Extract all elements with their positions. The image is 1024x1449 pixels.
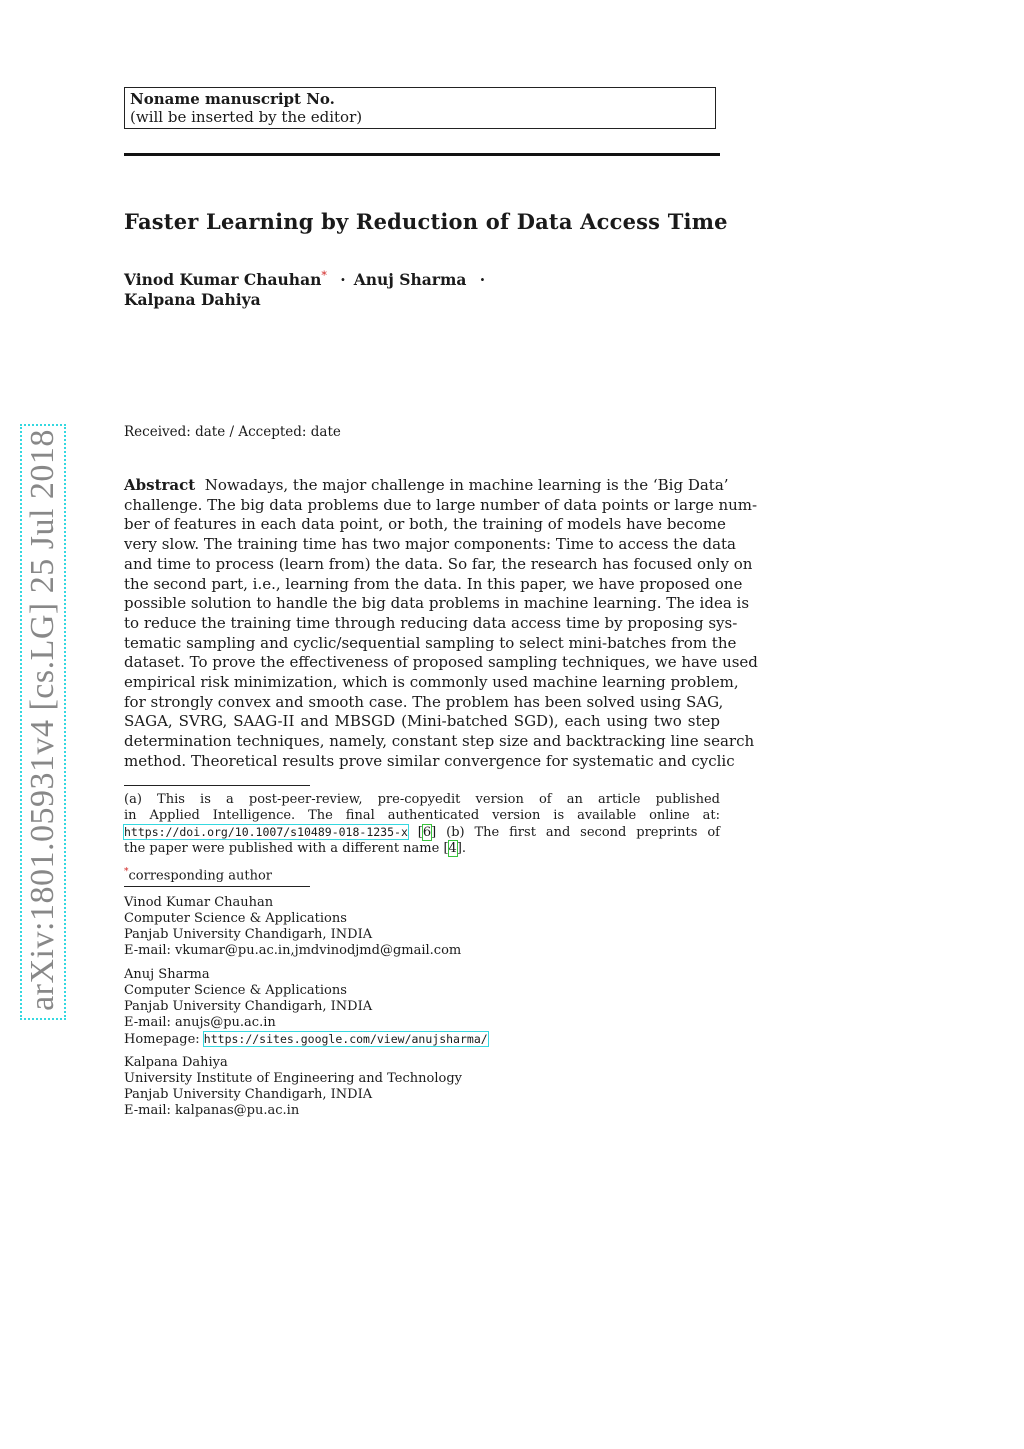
- footnote-line: https://doi.org/10.1007/s10489-018-1235-x [6] (b) The first and second preprints of: [124, 825, 720, 840]
- footnote-line: (a) This is a post-peer-review, pre-copyedit version of an article published: [124, 792, 720, 807]
- affiliation-block: [124, 967, 488, 1048]
- footnote-line: the paper were published with a different name [4].: [124, 841, 467, 856]
- affiliation-name: Vinod Kumar Chauhan: [124, 895, 274, 910]
- abstract-line: empirical risk minimization, which is commonly used machine learning problem,: [124, 673, 739, 692]
- affiliation-email: E-mail: anujs@pu.ac.in: [124, 1015, 276, 1030]
- received-accepted: Received: date / Accepted: date: [124, 424, 341, 440]
- abstract-line: and time to process (learn from) the data. So far, the research has focused only on: [124, 554, 753, 573]
- abstract-line: tematic sampling and cyclic/sequential sampling to select mini-batches from the: [124, 633, 737, 652]
- affiliation-email: E-mail: vkumar@pu.ac.in,jmdvinodjmd@gmail.com: [124, 943, 462, 958]
- abstract-line: the second part, i.e., learning from the data. In this paper, we have proposed one: [124, 574, 743, 593]
- affiliation-homepage: Homepage: https://sites.google.com/view/anujsharma/: [124, 1032, 488, 1047]
- abstract-line: method. Theoretical results prove similar convergence for systematic and cyclic: [124, 751, 735, 770]
- affiliation-email: E-mail: kalpanas@pu.ac.in: [124, 1103, 300, 1118]
- abstract-line: to reduce the training time through reducing data access time by proposing sys-: [124, 613, 738, 632]
- affiliation-block: [124, 895, 461, 959]
- abstract-label: Abstract: [124, 476, 196, 494]
- affiliation-dept: Computer Science & Applications: [124, 983, 347, 998]
- corresponding-star: *: [321, 269, 327, 282]
- author-2: Anuj Sharma: [353, 270, 467, 290]
- homepage-link[interactable]: https://sites.google.com/view/anujsharma/: [203, 1032, 488, 1046]
- abstract: [124, 476, 758, 772]
- abstract-line: possible solution to handle the big data problems in machine learning. The idea is: [124, 594, 750, 613]
- affiliation-dept: Computer Science & Applications: [124, 911, 347, 926]
- manuscript-box: [124, 87, 716, 129]
- affiliation-university: Panjab University Chandigarh, INDIA: [124, 1087, 373, 1102]
- footnote-rule: [124, 785, 310, 786]
- author-list: [124, 266, 493, 310]
- citation-link[interactable]: 4: [448, 841, 457, 856]
- affiliation-university: Panjab University Chandigarh, INDIA: [124, 999, 373, 1014]
- affiliation-rule: [124, 886, 310, 887]
- header-rule: [124, 153, 720, 156]
- affiliation-name: Kalpana Dahiya: [124, 1055, 228, 1070]
- footnote-line: in Applied Intelligence. The final authenticated version is available online at:: [124, 808, 720, 823]
- manuscript-number: Noname manuscript No.: [130, 90, 335, 108]
- author-3: Kalpana Dahiya: [124, 290, 261, 310]
- affiliation-university: Panjab University Chandigarh, INDIA: [124, 927, 373, 942]
- abstract-line: very slow. The training time has two major components: Time to access the data: [124, 535, 737, 554]
- abstract-line: Abstract Nowadays, the major challenge in machine learning is the ‘Big Data’: [124, 476, 729, 494]
- abstract-line: challenge. The big data problems due to large number of data points or large num-: [124, 495, 758, 514]
- affiliation-name: Anuj Sharma: [124, 967, 210, 982]
- citation-link[interactable]: 6: [422, 825, 432, 840]
- manuscript-editor-note: (will be inserted by the editor): [130, 108, 363, 126]
- affiliation-dept: University Institute of Engineering and Technology: [124, 1071, 462, 1086]
- abstract-line: for strongly convex and smooth case. The problem has been solved using SAG,: [124, 692, 724, 711]
- arxiv-stamp[interactable]: arXiv:1801.05931v4 [cs.LG] 25 Jul 2018: [24, 429, 61, 1011]
- abstract-line: dataset. To prove the effectiveness of proposed sampling techniques, we have used: [124, 653, 758, 672]
- abstract-line: determination techniques, namely, constant step size and backtracking line search: [124, 732, 755, 751]
- author-separator: ·: [340, 270, 346, 290]
- corresponding-note: *corresponding author: [124, 867, 272, 884]
- paper-title: Faster Learning by Reduction of Data Access Time: [124, 209, 728, 234]
- abstract-line: SAGA, SVRG, SAAG-II and MBSGD (Mini-batched SGD), each using two step: [124, 712, 720, 731]
- author-separator: ·: [479, 270, 486, 290]
- doi-link[interactable]: https://doi.org/10.1007/s10489-018-1235-x: [124, 825, 408, 839]
- footnote: [124, 792, 720, 857]
- author-1: Vinod Kumar Chauhan: [124, 270, 322, 290]
- affiliation-block: [124, 1055, 462, 1119]
- abstract-line: ber of features in each data point, or both, the training of models have become: [124, 515, 726, 534]
